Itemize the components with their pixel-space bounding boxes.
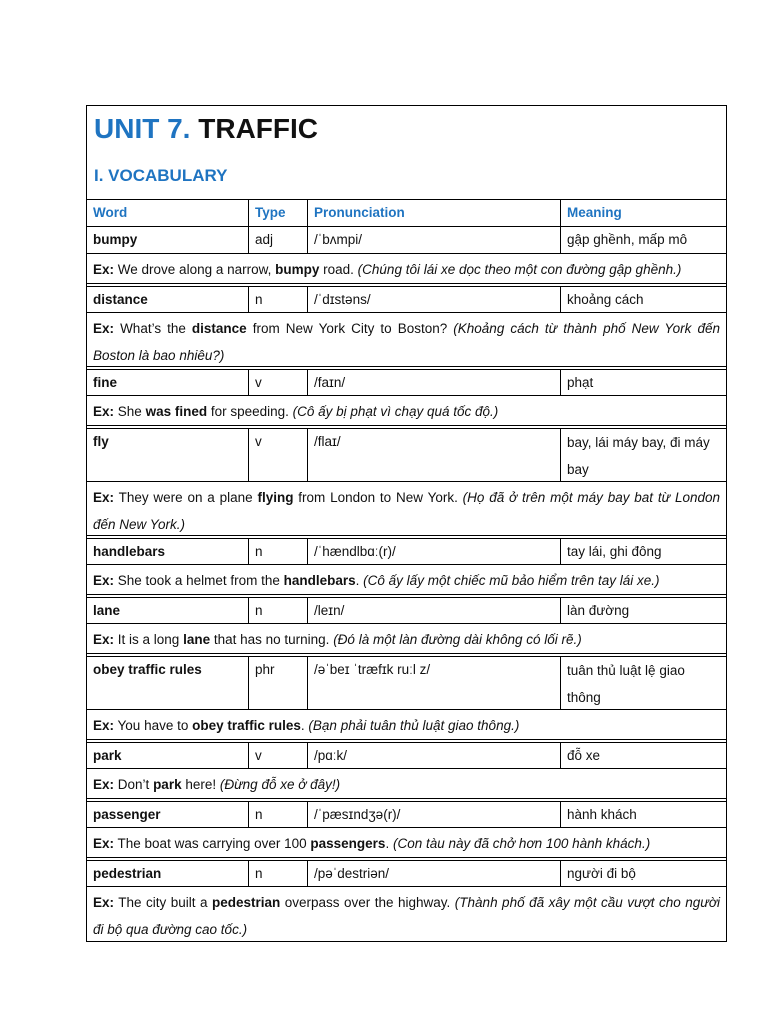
table-row (87, 538, 726, 565)
example-keyword: was fined (145, 404, 208, 419)
example-sentence (87, 769, 726, 799)
meaning-cell: phạt (567, 375, 594, 390)
word-cell: fine (87, 370, 249, 395)
example-text: for speeding. (207, 404, 293, 419)
type-cell: v (249, 743, 308, 768)
sheet-header (87, 106, 726, 200)
table-row (87, 369, 726, 396)
meaning-cell: bay, lái máy bay, đi máy bay (567, 435, 710, 477)
meaning-cell: tuân thủ luật lệ giao thông (567, 663, 685, 705)
section-heading: I. VOCABULARY (94, 166, 228, 185)
example-text: that has no turning. (210, 632, 334, 647)
example-keyword: passengers (310, 836, 386, 851)
example-text: Don’t (117, 777, 154, 792)
example-keyword: distance (191, 321, 247, 336)
meaning-cell: đỗ xe (567, 748, 601, 763)
type-cell: adj (249, 227, 308, 253)
example-sentence (87, 565, 726, 595)
example-text: You have to (117, 718, 193, 733)
word-cell: fly (87, 429, 249, 481)
pronunciation-cell: /əˈbeɪ ˈtræfɪk ruːl z/ (308, 657, 561, 709)
word-cell: handlebars (87, 539, 249, 564)
example-label: Ex: (93, 836, 115, 851)
example-sentence (87, 887, 726, 941)
word-cell: distance (87, 287, 249, 312)
example-text: . (385, 836, 393, 851)
example-text: It is a long (117, 632, 184, 647)
type-cell: n (249, 539, 308, 564)
example-text: The city built a (118, 895, 212, 910)
table-row (87, 428, 726, 482)
table-row (87, 656, 726, 710)
table-row (87, 801, 726, 828)
example-text: . (355, 573, 364, 588)
example-label: Ex: (93, 895, 115, 910)
word-cell: bumpy (87, 227, 249, 253)
word-cell: lane (87, 598, 249, 623)
column-header-meaning: Meaning (567, 205, 622, 220)
example-text: She took a helmet from the (117, 573, 284, 588)
example-text: from London to New York. (293, 490, 463, 505)
word-cell: passenger (87, 802, 249, 827)
example-translation: (Đừng đỗ xe ở đây!) (219, 777, 341, 792)
example-label: Ex: (93, 490, 115, 505)
example-sentence (87, 624, 726, 654)
example-translation: (Con tàu này đã chở hơn 100 hành khách.) (392, 836, 651, 851)
example-translation: (Thành phố đã xây một cầu vượt cho người đi bộ qua đường cao tốc.) (93, 895, 720, 937)
example-label: Ex: (93, 404, 115, 419)
example-keyword: obey traffic rules (192, 718, 301, 733)
pronunciation-cell: /flaɪ/ (308, 429, 561, 481)
column-header-pronunciation: Pronunciation (308, 200, 561, 226)
table-row (87, 742, 726, 769)
meaning-cell: tay lái, ghi đông (567, 544, 662, 559)
example-sentence (87, 828, 726, 858)
example-text: . (300, 718, 309, 733)
word-cell: obey traffic rules (87, 657, 249, 709)
example-text: We drove along a narrow, (117, 262, 276, 277)
pronunciation-cell: /ˈdɪstəns/ (308, 287, 561, 312)
type-cell: n (249, 861, 308, 886)
meaning-cell: hành khách (567, 807, 637, 822)
example-translation: (Cô ấy bị phạt vì chạy quá tốc độ.) (292, 404, 499, 419)
example-keyword: flying (257, 490, 294, 505)
example-text: She (117, 404, 146, 419)
type-cell: v (249, 370, 308, 395)
example-label: Ex: (93, 573, 115, 588)
type-cell: n (249, 802, 308, 827)
pronunciation-cell: /faɪn/ (308, 370, 561, 395)
example-translation: (Chúng tôi lái xe dọc theo một con đường gập ghềnh.) (357, 262, 682, 277)
column-header-word: Word (87, 200, 249, 226)
unit-title: TRAFFIC (198, 113, 319, 144)
example-translation: (Khoảng cách từ thành phố New York đến Boston là bao nhiêu?) (93, 321, 720, 363)
example-sentence (87, 710, 726, 740)
example-translation: (Bạn phải tuân thủ luật giao thông.) (308, 718, 520, 733)
pronunciation-cell: /ˈpæsɪndʒə(r)/ (308, 802, 561, 827)
vocabulary-sheet (86, 105, 727, 942)
type-cell: n (249, 287, 308, 312)
example-keyword: lane (183, 632, 211, 647)
example-translation: (Đó là một làn đường dài không có lối rẽ.) (333, 632, 582, 647)
example-text: overpass over the highway. (280, 895, 455, 910)
example-text: here! (181, 777, 220, 792)
pronunciation-cell: /ˈhændlbɑː(r)/ (308, 539, 561, 564)
table-row (87, 860, 726, 887)
example-sentence (87, 254, 726, 284)
type-cell: n (249, 598, 308, 623)
vocabulary-list (87, 227, 726, 941)
word-cell: pedestrian (87, 861, 249, 886)
meaning-cell: người đi bộ (567, 866, 636, 881)
example-text: They were on a plane (118, 490, 258, 505)
example-text: What’s the (120, 321, 192, 336)
example-label: Ex: (93, 321, 115, 336)
example-translation: (Họ đã ở trên một máy bay bat từ London đến New York.) (93, 490, 721, 532)
page-title (94, 106, 719, 146)
type-cell: phr (249, 657, 308, 709)
word-cell: park (87, 743, 249, 768)
example-label: Ex: (93, 262, 115, 277)
example-text: from New York City to Boston? (246, 321, 454, 336)
table-row (87, 286, 726, 313)
example-keyword: park (153, 777, 182, 792)
example-sentence (87, 396, 726, 426)
example-sentence (87, 313, 726, 367)
example-translation: (Cô ấy lấy một chiếc mũ bảo hiểm trên tay lái xe.) (363, 573, 660, 588)
pronunciation-cell: /pɑːk/ (308, 743, 561, 768)
example-text: The boat was carrying over 100 (117, 836, 311, 851)
unit-number: UNIT 7. (94, 113, 191, 144)
meaning-cell: gập ghềnh, mấp mô (567, 232, 688, 247)
example-keyword: bumpy (275, 262, 320, 277)
pronunciation-cell: /pəˈdestriən/ (308, 861, 561, 886)
column-header-type: Type (249, 200, 308, 226)
table-row (87, 597, 726, 624)
pronunciation-cell: /leɪn/ (308, 598, 561, 623)
example-sentence (87, 482, 726, 536)
table-row (87, 227, 726, 254)
example-label: Ex: (93, 632, 115, 647)
example-text: road. (319, 262, 358, 277)
type-cell: v (249, 429, 308, 481)
example-label: Ex: (93, 777, 115, 792)
example-keyword: handlebars (283, 573, 356, 588)
example-label: Ex: (93, 718, 115, 733)
table-header-row (87, 200, 726, 227)
pronunciation-cell: /ˈbʌmpi/ (308, 227, 561, 253)
meaning-cell: làn đường (567, 603, 630, 618)
meaning-cell: khoảng cách (567, 292, 644, 307)
example-keyword: pedestrian (212, 895, 281, 910)
